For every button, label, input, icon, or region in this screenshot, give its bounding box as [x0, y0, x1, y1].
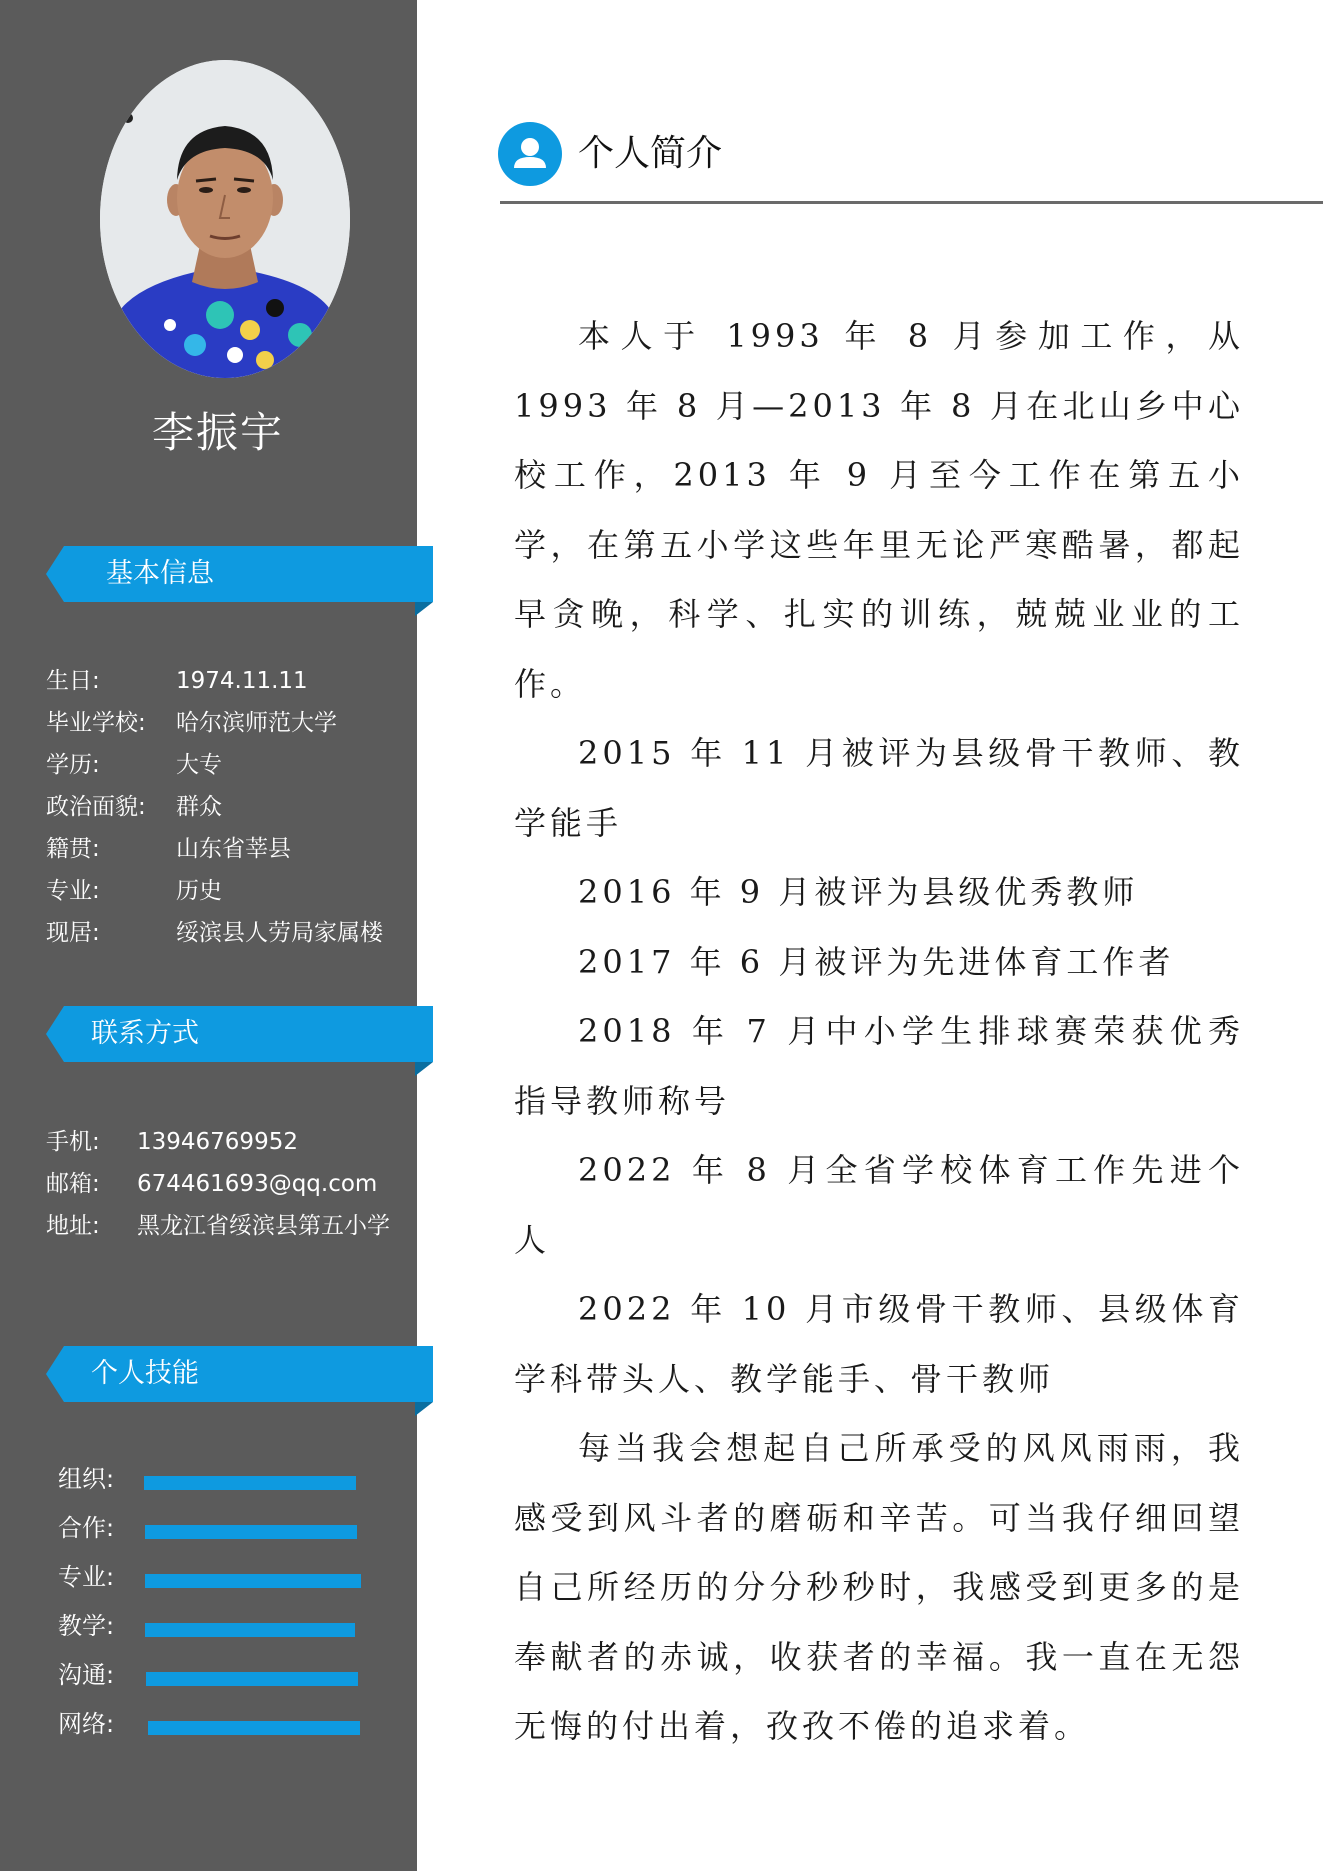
info-row-education — [46, 747, 222, 783]
skill-bar — [148, 1721, 360, 1735]
user-icon — [498, 122, 562, 186]
contact-label: 邮箱: — [46, 1171, 100, 1197]
intro-header — [498, 122, 1258, 186]
skill-row — [58, 1461, 114, 1497]
ribbon-fold — [415, 1062, 433, 1076]
info-label: 生日: — [46, 668, 100, 694]
sidebar — [0, 0, 417, 1871]
contact-value: 674461693@qq.com — [137, 1171, 378, 1197]
intro-paragraph: 每当我会想起自己所承受的风风雨雨，我感受到风斗者的磨砺和辛苦。可当我仔细回望自己所经历的分分秒秒时，我感受到更多的是奉献者的赤诚，收获者的幸福。我一直在无怨无悔的付出着，孜孜不倦的追求着。 — [514, 1429, 1244, 1745]
skill-row — [58, 1657, 114, 1693]
info-label: 政治面貌: — [46, 794, 146, 820]
info-row-residence — [46, 915, 383, 951]
skill-label: 组织: — [58, 1465, 115, 1493]
ribbon-fold — [415, 1402, 433, 1416]
skill-row — [58, 1559, 114, 1595]
info-value: 大专 — [176, 752, 222, 778]
skill-bar — [145, 1623, 355, 1637]
person-name: 李振宇 — [151, 408, 284, 457]
skill-label: 教学: — [58, 1612, 115, 1640]
contact-ribbon — [46, 1006, 433, 1066]
info-value: 历史 — [176, 878, 222, 904]
info-label: 籍贯: — [46, 836, 100, 862]
contact-row-address — [46, 1208, 390, 1244]
basic-info-ribbon — [46, 546, 433, 606]
intro-body — [514, 302, 1244, 1762]
info-row-major — [46, 873, 222, 909]
intro-paragraph: 本人于 1993 年 8 月参加工作，从 1993 年 8 月—2013 年 8 月在北山乡中心校工作，2013 年 9 月至今工作在第五小学，在第五小学这些年里无论严寒酷暑，都起早贪晚，科学、扎实的训练，兢兢业业的工作。 — [514, 317, 1244, 703]
skill-bar — [145, 1574, 361, 1588]
ribbon-fold — [415, 602, 433, 616]
info-value: 山东省莘县 — [176, 836, 291, 862]
skill-row — [58, 1608, 114, 1644]
contact-value: 13946769952 — [137, 1129, 298, 1155]
intro-paragraph: 2015 年 11 月被评为县级骨干教师、教学能手 — [514, 734, 1244, 842]
contact-label: 地址: — [46, 1213, 100, 1239]
intro-heading: 个人简介 — [578, 133, 723, 174]
skill-label: 专业: — [58, 1563, 115, 1591]
info-label: 专业: — [46, 878, 100, 904]
intro-paragraph: 2018 年 7 月中小学生排球赛荣获优秀指导教师称号 — [514, 1012, 1244, 1120]
skill-bar — [146, 1672, 358, 1686]
intro-paragraph: 2016 年 9 月被评为县级优秀教师 — [578, 873, 1139, 911]
section-divider — [500, 201, 1323, 204]
skill-label: 合作: — [58, 1514, 115, 1542]
avatar — [100, 60, 350, 378]
contact-label: 手机: — [46, 1129, 100, 1155]
intro-paragraph: 2022 年 10 月市级骨干教师、县级体育学科带头人、教学能手、骨干教师 — [514, 1290, 1244, 1398]
info-value: 哈尔滨师范大学 — [176, 710, 337, 736]
contact-value: 黑龙江省绥滨县第五小学 — [137, 1213, 390, 1239]
info-row-birthday — [46, 663, 308, 699]
info-row-hometown — [46, 831, 291, 867]
info-label: 学历: — [46, 752, 100, 778]
info-label: 现居: — [46, 920, 100, 946]
skill-label: 网络: — [58, 1710, 115, 1738]
intro-paragraph: 2017 年 6 月被评为先进体育工作者 — [578, 942, 1175, 981]
skills-heading: 个人技能 — [91, 1358, 199, 1389]
portrait-photo — [100, 60, 350, 378]
skill-row — [58, 1510, 114, 1546]
intro-paragraph: 2022 年 8 月全省学校体育工作先进个人 — [514, 1151, 1244, 1259]
skill-row — [58, 1706, 114, 1742]
info-label: 毕业学校: — [46, 710, 146, 736]
skill-bar — [145, 1525, 357, 1539]
ribbon-bar — [46, 546, 433, 602]
skills-ribbon — [46, 1346, 433, 1406]
skill-bar — [144, 1476, 356, 1490]
info-value: 1974.11.11 — [176, 668, 308, 694]
info-value: 绥滨县人劳局家属楼 — [176, 920, 383, 946]
contact-row-email — [46, 1166, 378, 1202]
contact-row-phone — [46, 1124, 298, 1160]
contact-heading: 联系方式 — [91, 1018, 199, 1049]
basic-info-heading: 基本信息 — [106, 558, 214, 589]
info-row-school — [46, 705, 337, 741]
info-value: 群众 — [176, 794, 222, 820]
info-row-political — [46, 789, 222, 825]
skill-label: 沟通: — [58, 1661, 115, 1689]
